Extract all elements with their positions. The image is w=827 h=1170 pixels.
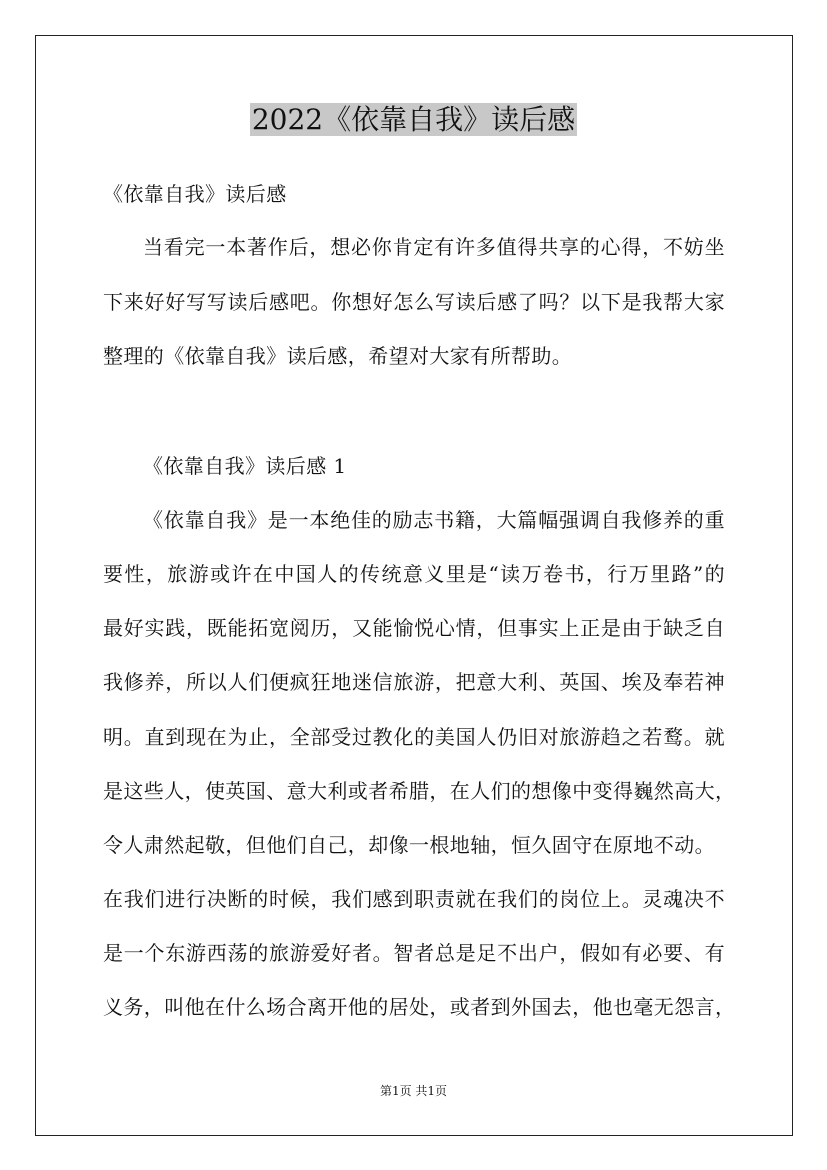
body-line-3: 最好实践，既能拓宽阅历，又能愉悦心情，但事实上正是由于缺乏自 xyxy=(103,616,725,640)
body-line-10: 义务，叫他在什么场合离开他的居处，或者到外国去，他也毫无怨言， xyxy=(103,995,736,1019)
body-line-7: 令人肃然起敬，但他们自己，却像一根地轴，恒久固守在原地不动。 xyxy=(103,833,715,857)
body-line-6: 是这些人，使英国、意大利或者希腊，在人们的想像中变得巍然高大， xyxy=(103,779,736,803)
body-line-2: 要性，旅游或许在中国人的传统意义里是“读万卷书，行万里路”的 xyxy=(103,562,725,586)
section-heading: 《依靠自我》读后感 1 xyxy=(143,454,347,478)
intro-line-1: 当看完一本著作后，想必你肯定有许多值得共享的心得，不妨坐 xyxy=(143,235,725,259)
page-footer: 第1页 共1页 xyxy=(379,1084,448,1098)
intro-line-3: 整理的《依靠自我》读后感，希望对大家有所帮助。 xyxy=(103,344,573,368)
document-title xyxy=(0,100,827,140)
body-line-5: 明。直到现在为止，全部受过教化的美国人仍旧对旅游趋之若鹜。就 xyxy=(103,725,725,749)
body-line-1: 《依靠自我》是一本绝佳的励志书籍，大篇幅强调自我修养的重 xyxy=(143,508,725,532)
document-title-text: 2022《依靠自我》读后感 xyxy=(251,103,576,136)
document-subtitle: 《依靠自我》读后感 xyxy=(103,182,287,206)
body-line-8: 在我们进行决断的时候，我们感到职责就在我们的岗位上。灵魂决不 xyxy=(103,887,725,911)
body-line-9: 是一个东游西荡的旅游爱好者。智者总是足不出户，假如有必要、有 xyxy=(103,941,725,965)
body-line-4: 我修养，所以人们便疯狂地迷信旅游，把意大利、英国、埃及奉若神 xyxy=(103,670,725,694)
intro-line-2: 下来好好写写读后感吧。你想好怎么写读后感了吗？以下是我帮大家 xyxy=(103,290,725,314)
